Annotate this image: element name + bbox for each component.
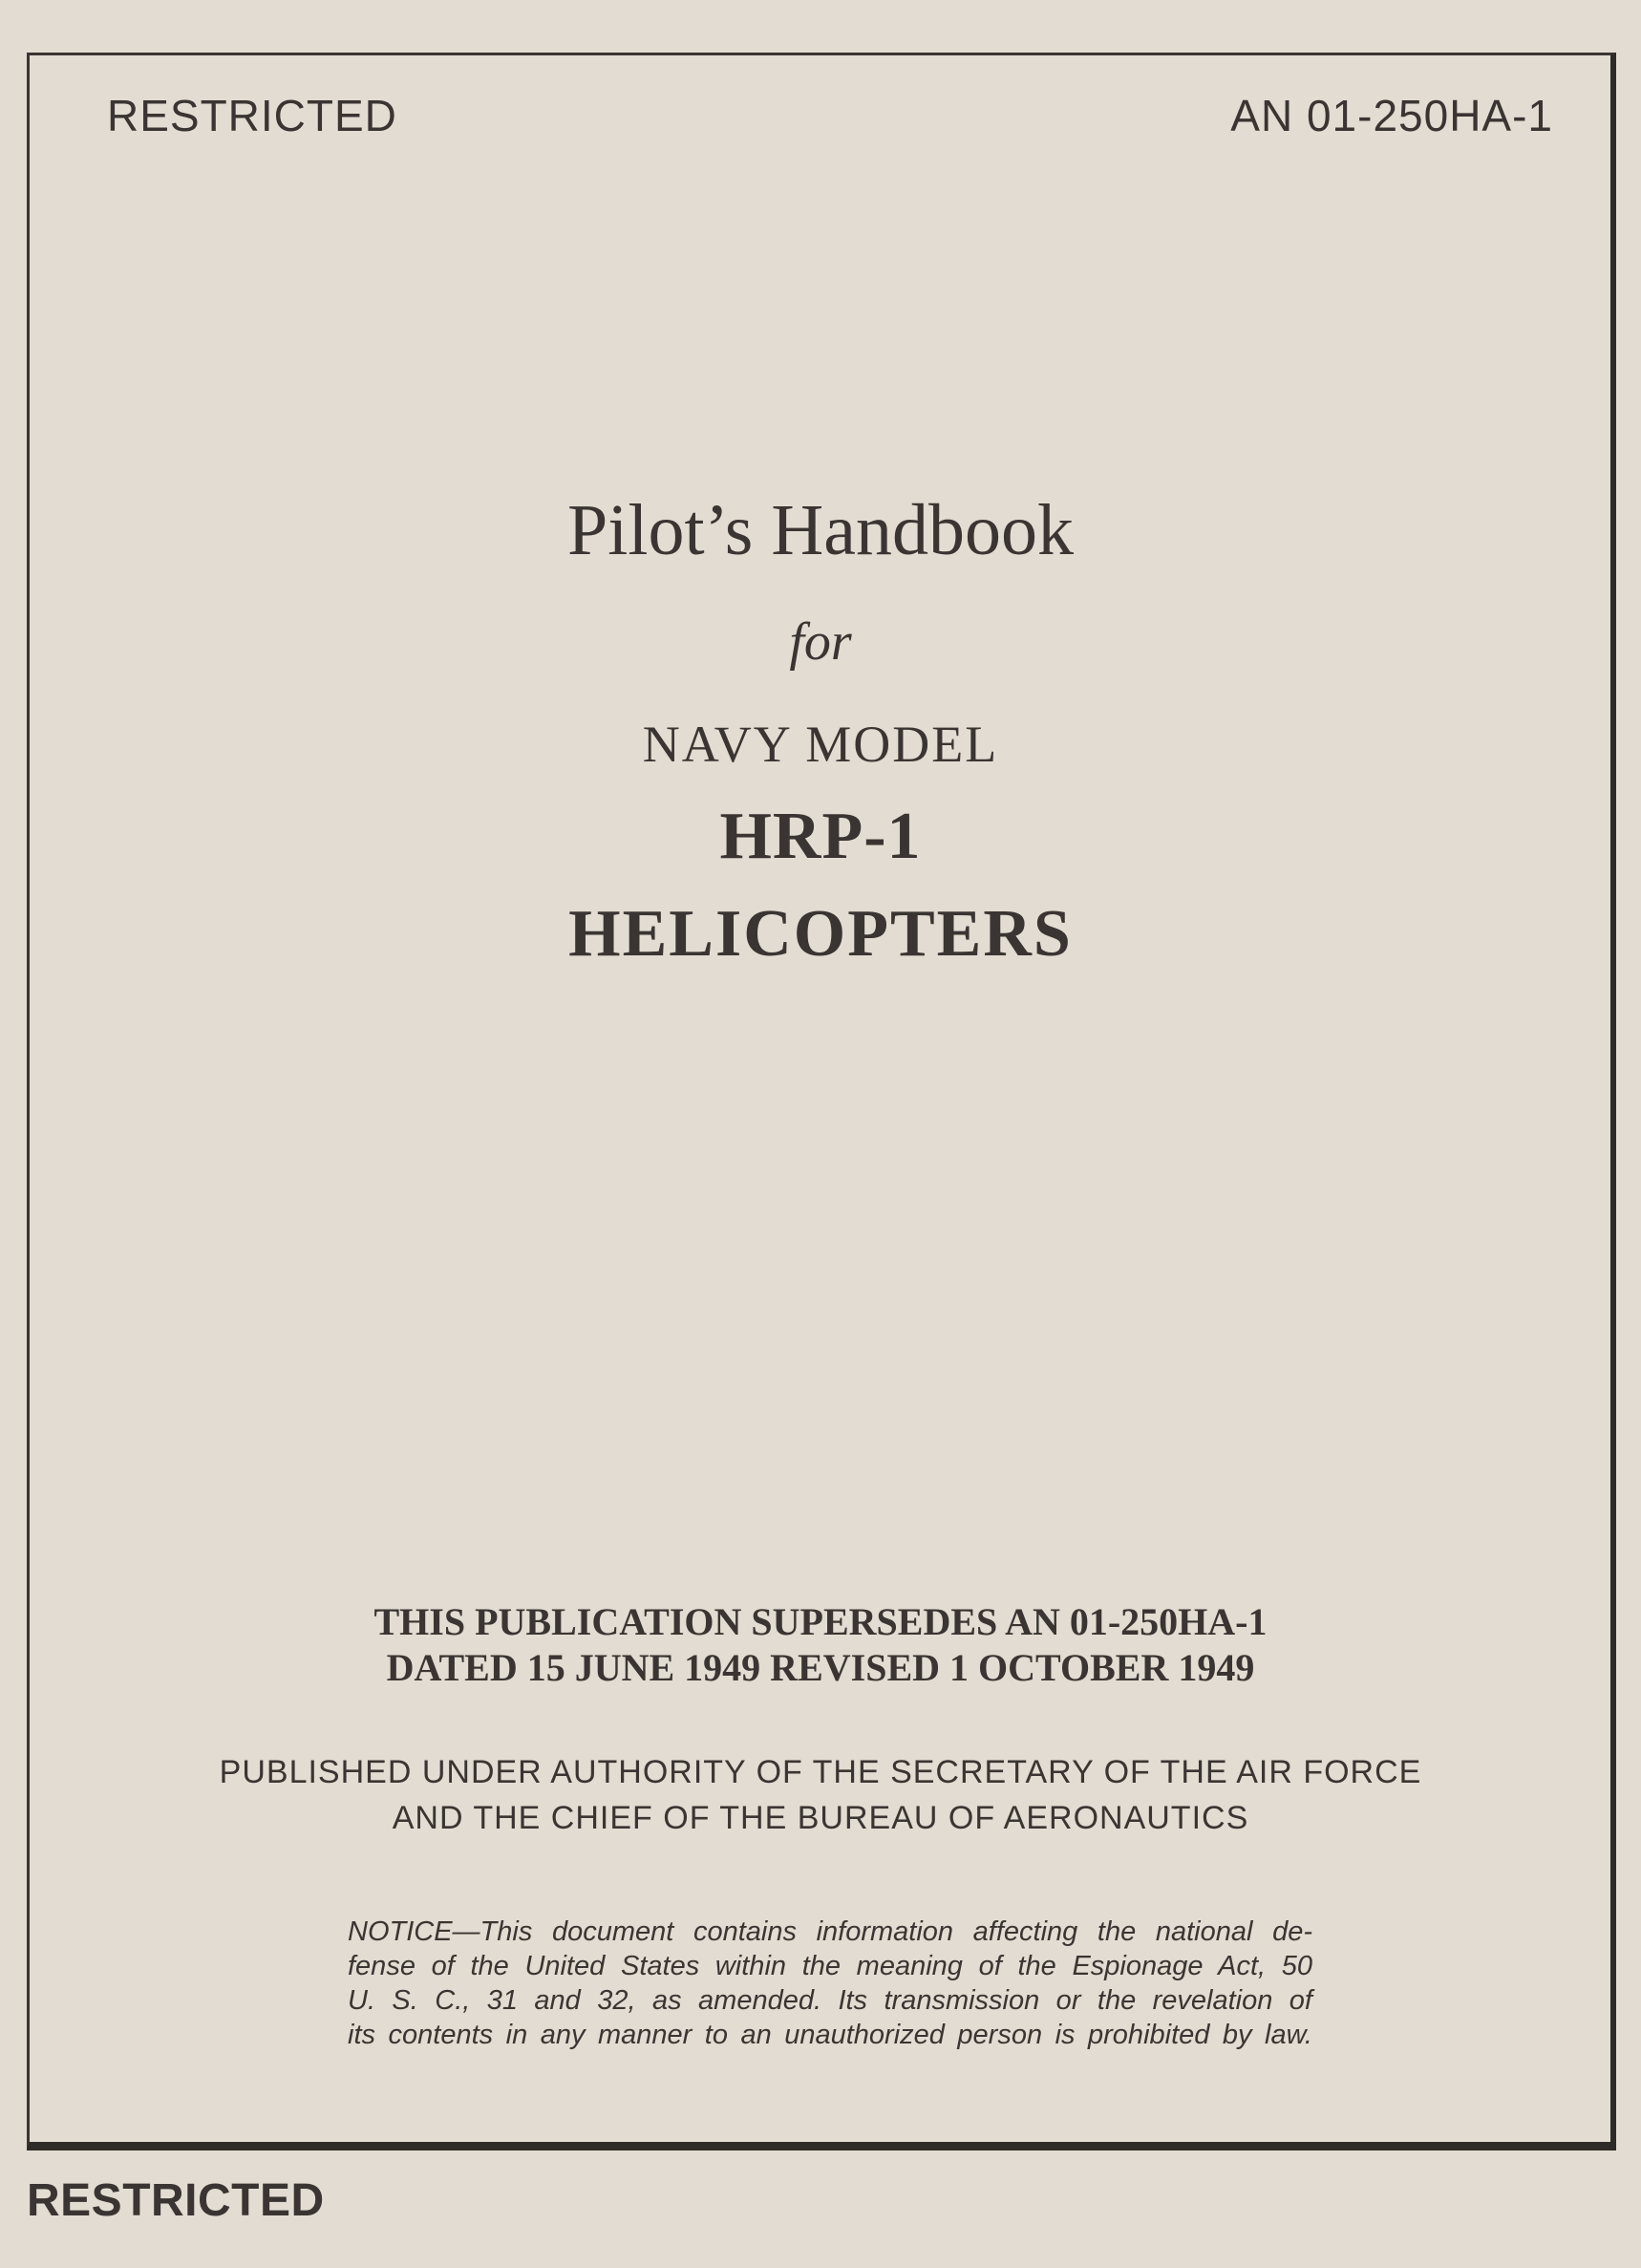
supersedes-line-1: THIS PUBLICATION SUPERSEDES AN 01-250HA-1 [373, 1600, 1268, 1643]
page-title: Pilot’s Handbook [567, 490, 1074, 570]
authority-line-2: AND THE CHIEF OF THE BUREAU OF AERONAUTICS [392, 1800, 1249, 1836]
notice-line: its contents in any manner to an unauthorized person is prohibited by law. [348, 2020, 1312, 2050]
classification-header: RESTRICTED [107, 91, 397, 140]
model-type: HELICOPTERS [568, 897, 1073, 971]
title-for: for [789, 612, 852, 672]
authority-line-1: PUBLISHED UNDER AUTHORITY OF THE SECRETARY OF THE AIR FORCE [219, 1754, 1422, 1790]
supersedes-line-2: DATED 15 JUNE 1949 REVISED 1 OCTOBER 1949 [386, 1646, 1255, 1689]
security-notice [348, 1915, 1312, 2052]
model-number: HRP-1 [719, 800, 922, 873]
notice-line: fense of the United States within the meaning of the Espionage Act, 50 [348, 1951, 1312, 1981]
model-line: NAVY MODEL [642, 716, 999, 773]
classification-footer: RESTRICTED [27, 2175, 325, 2226]
document-number: AN 01-250HA-1 [1230, 91, 1553, 140]
notice-line: NOTICE—This document contains information affecting the national de- [348, 1916, 1312, 1947]
notice-line: U. S. C., 31 and 32, as amended. Its transmission or the revelation of [348, 1985, 1312, 2016]
